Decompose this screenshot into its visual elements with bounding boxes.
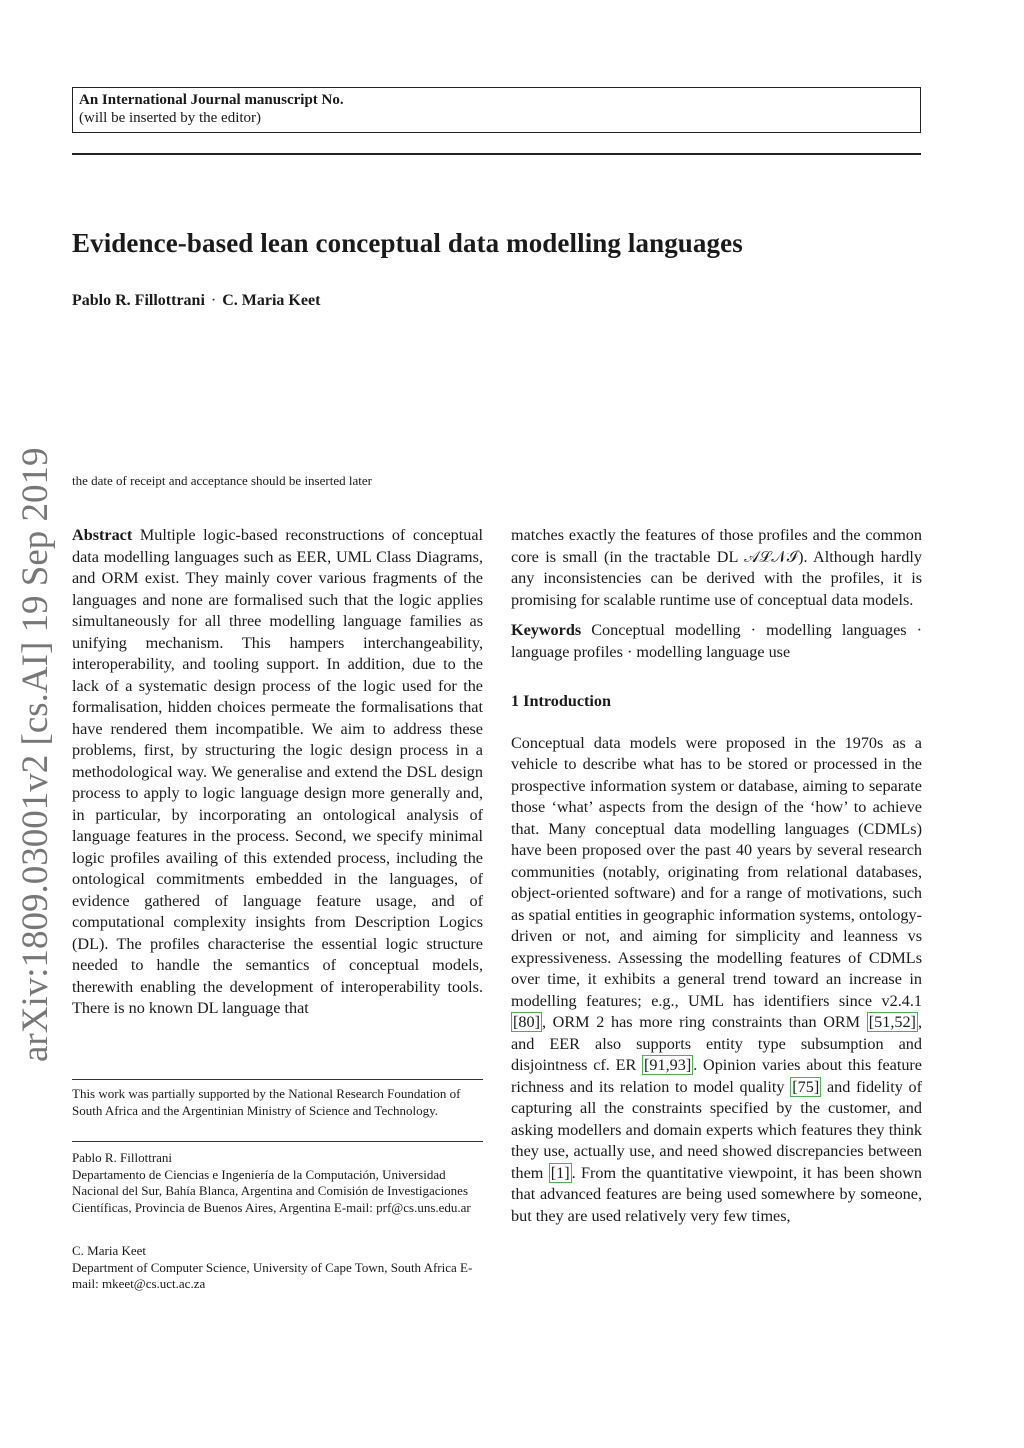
author-1-address: Departamento de Ciencias e Ingeniería de la Computación, Universidad Nacional del Sur, Bahía Blanca, Argentina and Comisión de Investigaciones Científicas, Provincia de Buenos Aires, Argentina E-mail: prf@cs.uns.edu.ar [72, 1166, 471, 1215]
author-2-address: Department of Computer Science, University of Cape Town, South Africa E-mail: mkeet@cs.uct.ac.za [72, 1259, 473, 1291]
author-1-affiliation [72, 1150, 483, 1216]
editor-line: (will be inserted by the editor) [79, 110, 262, 126]
author-1: Pablo R. Fillottrani [72, 292, 205, 309]
journal-header-box [72, 87, 921, 133]
abstract [72, 525, 483, 1020]
arxiv-identifier: arXiv:1809.03001v2 [cs.AI] 19 Sep 2019 [15, 447, 56, 1062]
citation-link[interactable]: [51,52] [868, 1013, 916, 1031]
author-1-name: Pablo R. Fillottrani [72, 1150, 173, 1165]
citation-link[interactable]: [75] [792, 1077, 820, 1096]
section-heading: 1 Introduction [511, 692, 611, 710]
footnote-rule [72, 1079, 483, 1080]
paper-title: Evidence-based lean conceptual data modelling languages [72, 228, 743, 258]
author-2-name: C. Maria Keet [72, 1243, 147, 1258]
left-column [72, 525, 483, 1020]
header-rule [72, 153, 921, 155]
right-column [511, 525, 922, 1227]
author-separator: · [210, 292, 217, 309]
keywords-text: Conceptual modelling · modelling languages · language profiles · modelling language use [511, 621, 923, 661]
journal-line: An International Journal manuscript No. [79, 92, 344, 108]
abstract-continued: matches exactly the features of those profiles and the common core is small (in the tractable DL 𝒜ℒ𝒩ℐ). Although hardly any inconsistencies can be derived with the profiles, it is promising for scalable runtime use of conceptual data models. [511, 526, 922, 609]
funding-footnote: This work was partially supported by the National Research Foundation of South Africa and the Argentinian Ministry of Science and Technology. [72, 1086, 461, 1118]
author-list [72, 292, 320, 310]
keywords-label: Keywords [511, 621, 582, 639]
abstract-text: Multiple logic-based reconstructions of conceptual data modelling languages such as EER, UML Class Diagrams, and ORM exist. They mainly cover various fragments of the languages and none are formalised such that the logic applies simultaneously for all three modelling language families as unifying mechanism. This hampers interchangeability, interoperability, and tooling support. In addition, due to the lack of a systematic design process of the logic used for the formalisation, hidden choices permeate the formalisations that have rendered them incompatible. We aim to address these problems, first, by structuring the logic design process in a methodological way. We generalise and extend the DSL design process to apply to logic language design more generally and, in particular, by incorporating an ontological analysis of language features in the process. Second, we specify minimal logic profiles availing of this extended process, including the ontological commitments embedded in the languages, of evidence gathered of language feature usage, and of computational complexity insights from Description Logics (DL). The profiles characterise the essential logic structure needed to handle the semantics of conceptual models, therewith enabling the development of interoperability tools. There is no known DL language that [72, 526, 483, 1017]
intro-paragraph: Conceptual data models were proposed in the 1970s as a vehicle to describe what has to be stored or processed in the prospective information system or database, aiming to separate those ‘what’ aspects from the design of the ‘how’ to achieve that. Many conceptual data modelling languages (CDMLs) have been proposed over the past 40 years by several research communities (notably, originating from relational databases, object-oriented software) and for a range of motivations, such as spatial entities in geographic information systems, ontology-driven or not, and aiming for simplicity and leanness vs expressiveness. Assessing the modelling features of CDMLs over time, it exhibits a general trend toward an increase in modelling features; e.g., UML has identifiers since v2.4.1 [80] , ORM 2 has more ring constraints than ORM [51,52] , and EER also supports entity type subsumption and disjointness cf. ER [91,93] . Opinion varies about this feature richness and its relation to model quality [75] and fidelity of capturing all the constraints specified by the customer, and asking modellers and domain experts which features they think they use, actually use, and need showed discrepancies between them [1] . From the quantitative viewpoint, it has been shown that advanced features are being used somewhere by someone, but they are used relatively very few times, [511, 733, 923, 1225]
citation-link[interactable]: [1] [550, 1163, 570, 1182]
abstract-label: Abstract [72, 526, 133, 544]
author-2: C. Maria Keet [222, 292, 321, 309]
receipt-note: the date of receipt and acceptance should be inserted later [72, 473, 372, 488]
citation-link[interactable]: [91,93] [644, 1056, 692, 1074]
citation-link[interactable]: [80] [513, 1013, 540, 1031]
author-2-affiliation [72, 1243, 483, 1293]
footnote-separator [72, 1141, 483, 1142]
keywords [511, 620, 922, 663]
